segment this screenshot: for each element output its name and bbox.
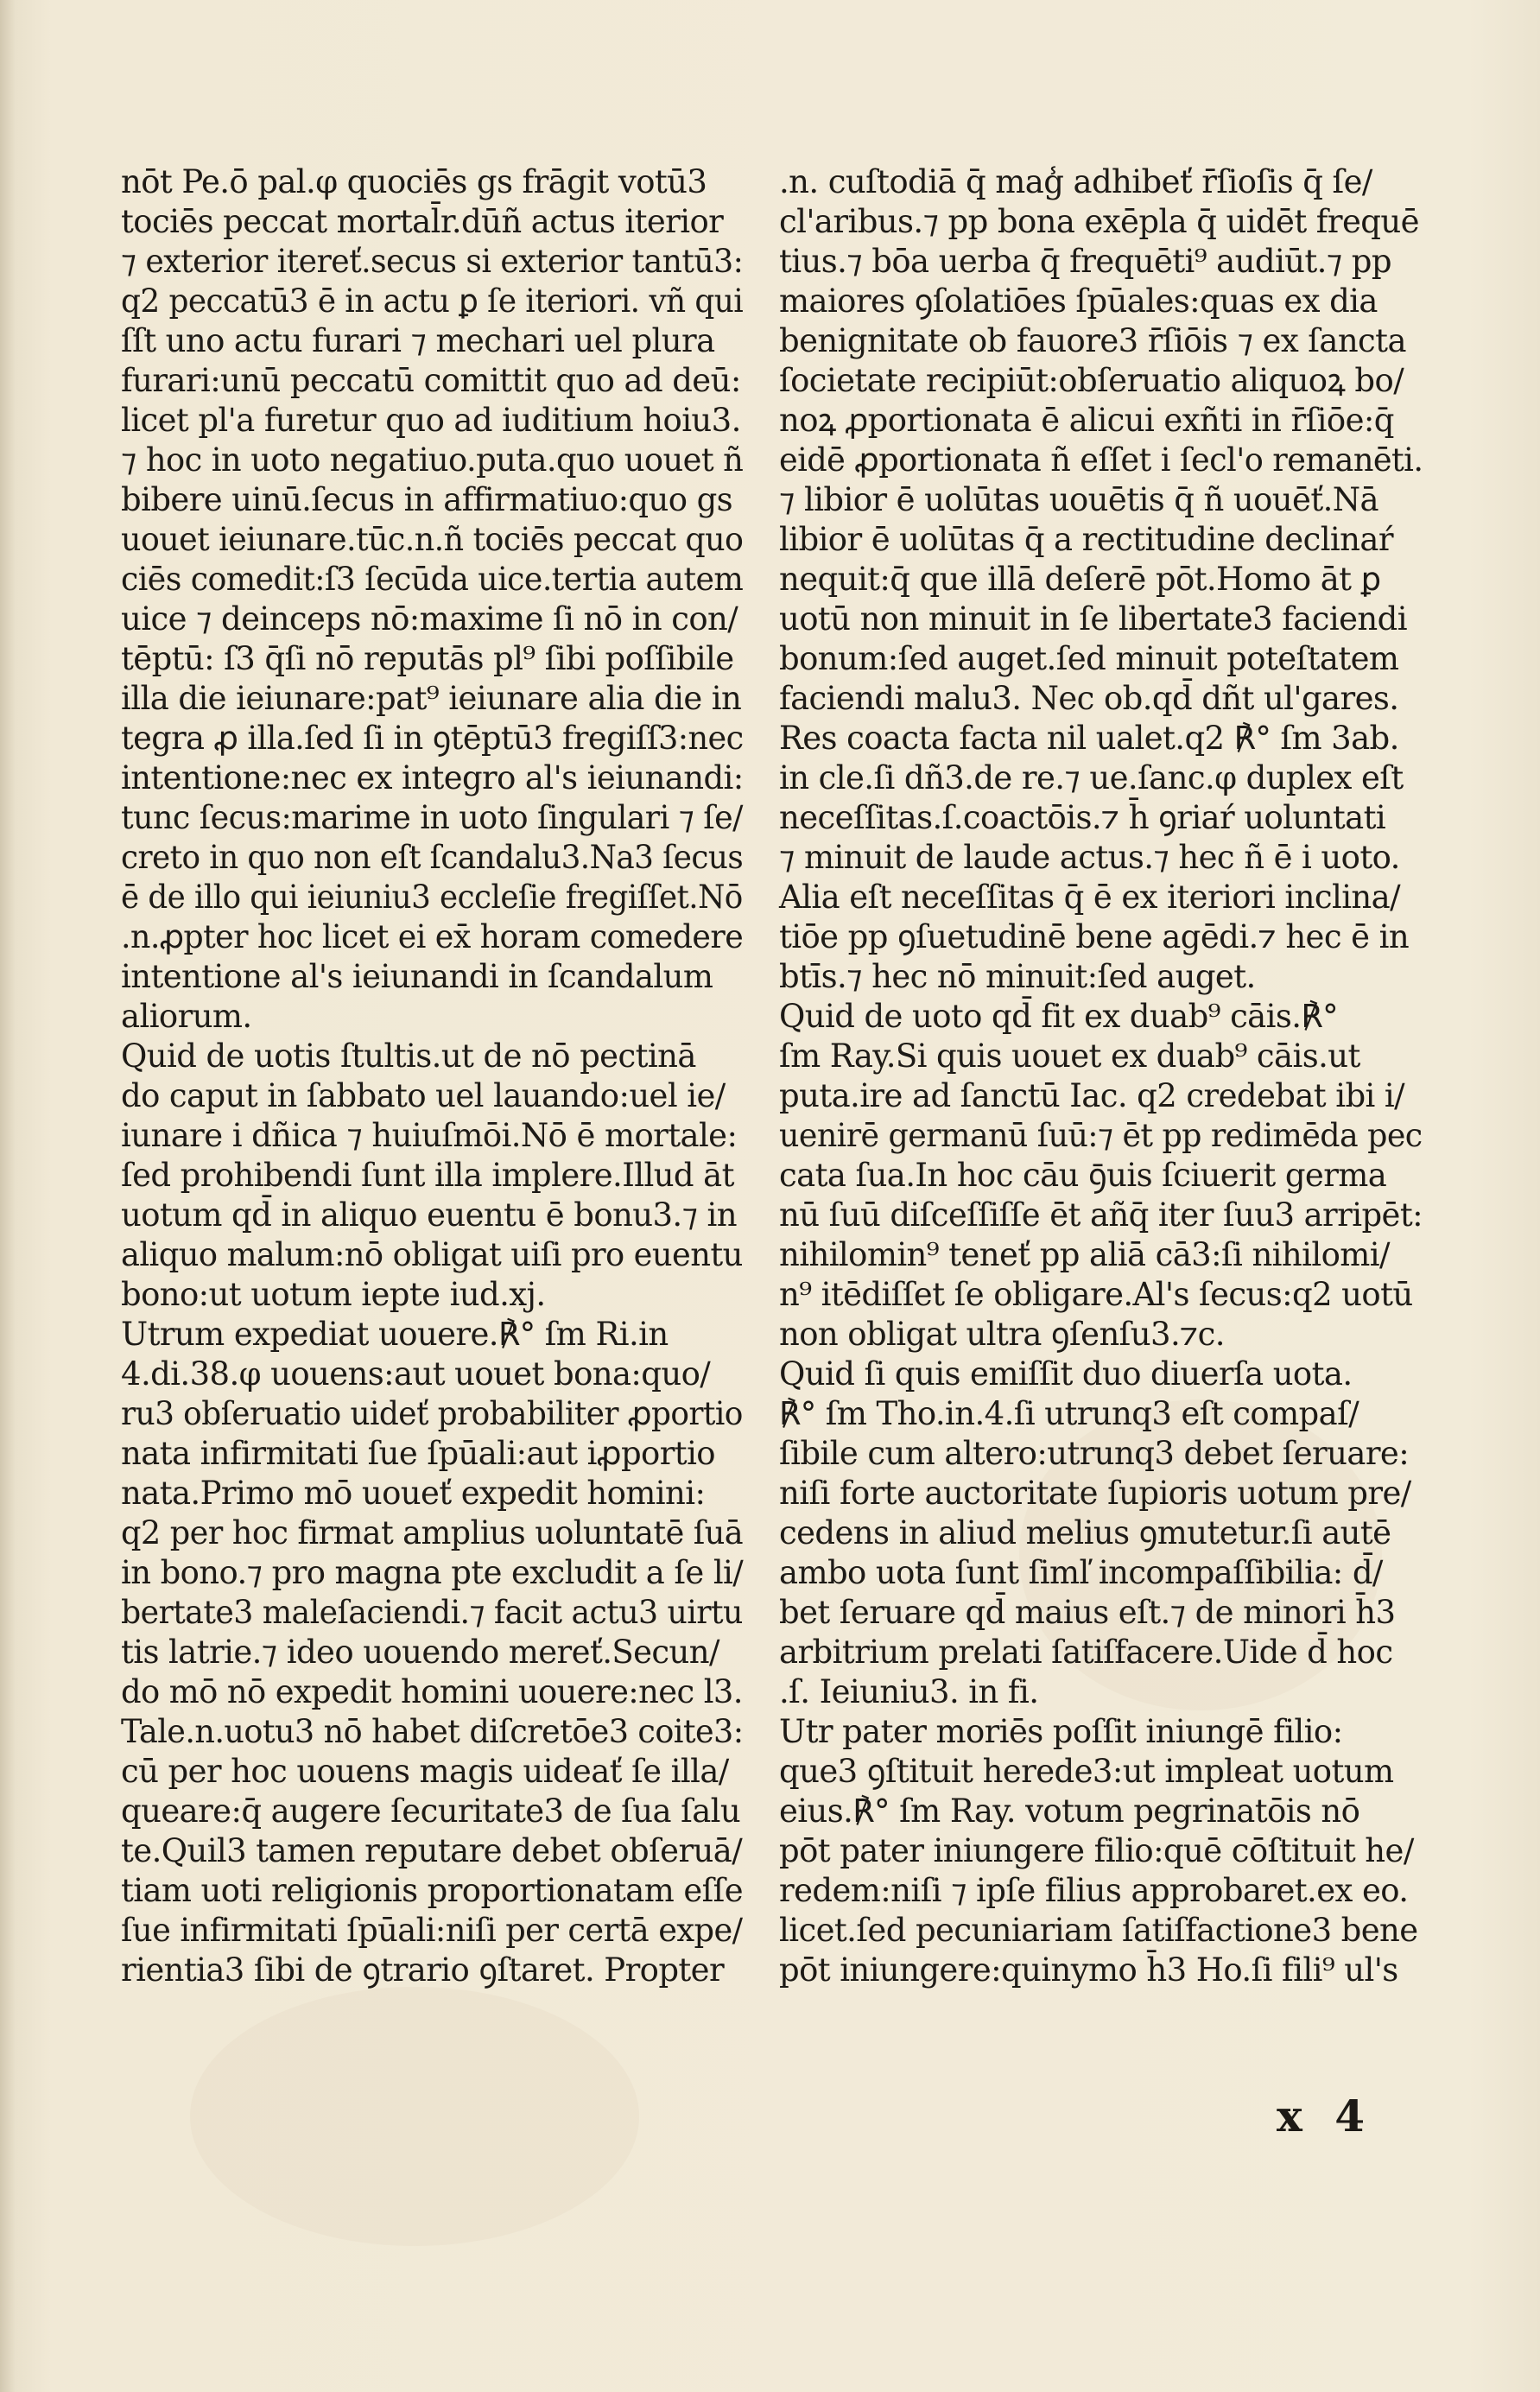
text-line: aliquo malum:nō obligat uiſi pro euentu	[121, 1236, 743, 1273]
text-line: ciēs comedit:ſ3 ſecūda uice.tertia autem	[121, 561, 744, 598]
text-line: btīs.⁊ hec nō minuit:ſed auget.	[779, 958, 1256, 995]
text-line: ⁊ exterior itereť.secus si exterior tantū3:	[121, 243, 744, 280]
text-line: in bono.⁊ pro magna pte excludit a ſe li/	[121, 1554, 744, 1591]
text-line: creto in quo non eſt ſcandalu3.Na3 ſecus	[121, 839, 744, 876]
text-line: bono:ut uotum iepte iud.xj.	[121, 1276, 546, 1313]
text-line: Tale.n.uotu3 nō habet diſcretōe3 coite3:	[121, 1713, 744, 1750]
text-line: Quid de uoto qd̄ fit ex duab⁹ cāis.℟°	[779, 998, 1339, 1035]
text-line: bet ſeruare qd̄ maius eſt.⁊ de minori h̄3	[779, 1594, 1396, 1631]
text-line: eius.℟° ſm Ray. votum pegrinatōis nō	[779, 1792, 1360, 1830]
text-line: pōt pater iniungere filio:quē cōſtituit he/	[779, 1832, 1414, 1869]
text-line: redem:niſi ⁊ ipſe filius approbaret.ex eo.	[779, 1872, 1409, 1909]
text-line: cedens in aliud melius ꝯmutetur.ſi autē	[779, 1514, 1391, 1551]
text-line: intentione:nec ex integro al's ieiunandi:	[121, 759, 744, 796]
text-line: bertate3 maleſaciendi.⁊ facit actu3 uirtu	[121, 1594, 743, 1631]
text-line: n⁹ itēdiſſet ſe obligare.Al's ſecus:q2 uotū	[779, 1276, 1413, 1313]
text-line: aliorum.	[121, 998, 252, 1035]
text-line: arbitrium prelati ſatiſfacere.Uide d̄ hoc	[779, 1634, 1393, 1671]
text-line: cata ſua.In hoc cāu ꝯ̄uis ſciuerit germa	[779, 1157, 1387, 1194]
text-line: ſed prohibendi ſunt illa implere.Illud āt	[121, 1157, 734, 1194]
text-line: ⁊ minuit de laude actus.⁊ hec ñ ē i uoto.	[779, 839, 1400, 876]
text-line: tis latrie.⁊ ideo uouendo mereť.Secun/	[121, 1634, 719, 1671]
text-line: do mō nō expedit homini uouere:nec l3.	[121, 1673, 743, 1710]
text-line: intentione al's ieiunandi in ſcandalum	[121, 958, 713, 995]
text-line: nata infirmitati ſue ſpūali:aut iꝓportio	[121, 1435, 715, 1472]
text-line: in cle.ſi dñ3.de re.⁊ ue.ſanc.φ duplex eſt	[779, 759, 1404, 796]
text-line: Alia eſt neceſſitas q̄ ē ex iteriori inclina/	[779, 879, 1400, 916]
text-line: faciendi malu3. Nec ob.qd̄ dñt ul'gares.	[779, 680, 1399, 717]
text-line: ſue infirmitati ſpūali:niſi per certā expe/	[121, 1912, 743, 1949]
text-line: eidē ꝓportionata ñ eſſet i ſecl'o remanēti.	[779, 441, 1423, 479]
text-line: niſi forte auctoritate ſupioris uotum pre/	[779, 1475, 1411, 1512]
text-line: rientia3 ſibi de ꝯtrario ꝯſtaret. Propter	[121, 1951, 725, 1989]
text-line: non obligat ultra ꝯſenſu3.⁊c.	[779, 1316, 1225, 1353]
text-line: licet.ſed pecuniariam ſatiſfactione3 bene	[779, 1912, 1418, 1949]
text-line: ⁊ libior ē uolūtas uouētis q̄ ñ uouēť.Nā	[779, 481, 1378, 518]
text-line: ſibile cum altero:utrunq3 debet ſeruare:	[779, 1435, 1410, 1472]
text-line: tunc ſecus:marime in uoto ſingulari ⁊ ſe/	[121, 799, 743, 836]
text-line: nōt Pe.ō pal.φ quociēs gs frāgit votū3	[121, 163, 707, 200]
text-line: tēptū: ſ3 q̄ſi nō reputās pl⁹ ſibi poſſibile	[121, 640, 734, 677]
text-line: licet pl'a furetur quo ad iuditium hoiu3.	[121, 402, 741, 439]
text-line: neceſſitas.ſ.coactōis.⁊ h̄ ꝯriaŕ uoluntati	[779, 799, 1386, 836]
text-line: benignitate ob fauore3 r̄ſiōis ⁊ ex ſancta	[779, 322, 1406, 359]
text-line: uenirē germanū ſuū:⁊ ēt pp redimēda pec	[779, 1117, 1423, 1154]
text-line: ambo uota ſunt ſimľ incompaſſibilia: d̄/	[779, 1554, 1383, 1591]
text-line: queare:q̄ augere ſecuritate3 de ſua ſalu	[121, 1792, 741, 1830]
text-line: Utrum expediat uouere.℟° ſm Ri.in	[121, 1316, 669, 1353]
text-line: nihilomin⁹ teneť pp aliā cā3:ſi nihilomi/	[779, 1236, 1390, 1273]
text-line: uotū non minuit in ſe libertate3 faciendi	[779, 600, 1407, 638]
folio-signature: x 4	[1277, 2091, 1374, 2141]
text-line: noꝝ ꝓportionata ē alicui exñti in r̄ſiōe:q̄	[779, 402, 1394, 439]
text-line: ſocietate recipiūt:obſeruatio aliquoꝝ bo/	[779, 362, 1404, 399]
text-line: ē de illo qui ieiuniu3 eccleſie fregiſſet.Nō	[121, 879, 743, 916]
left-text-column	[121, 162, 743, 1990]
text-line: ſm Ray.Si quis uouet ex duab⁹ cāis.ut	[779, 1037, 1360, 1075]
text-line: cū per hoc uouens magis uideať ſe illa/	[121, 1753, 729, 1790]
text-line: Utr pater moriēs poſſit iniungē filio:	[779, 1713, 1343, 1750]
text-line: uouet ieiunare.tūc.n.ñ tociēs peccat quo	[121, 521, 744, 558]
text-line: bibere uinū.ſecus in affirmatiuo:quo gs	[121, 481, 733, 518]
text-line: ſſt uno actu furari ⁊ mechari uel plura	[121, 322, 715, 359]
text-line: que3 ꝯſtituit herede3:ut impleat uotum	[779, 1753, 1394, 1790]
text-line: ℟° ſm Tho.in.4.ſi utrunq3 eſt compaſ/	[779, 1395, 1359, 1432]
text-line: libior ē uolūtas q̄ a rectitudine declinaŕ	[779, 521, 1393, 558]
text-line: .n. cuſtodiā q̄ mag̾ adhibeť r̄ſioſis q̄ ſe/	[779, 163, 1372, 200]
text-line: pōt iniungere:quinymo h̄3 Ho.ſi fili⁹ ul's	[779, 1951, 1398, 1989]
text-line: puta.ire ad ſanctū Iac. q2 credebat ibi i/	[779, 1077, 1405, 1114]
text-line: tiam uoti religionis proportionatam eſſe	[121, 1872, 744, 1909]
text-line: tius.⁊ bōa uerba q̄ frequēti⁹ audiūt.⁊ pp	[779, 243, 1391, 280]
text-line: q2 per hoc firmat amplius uoluntatē ſuā	[121, 1514, 744, 1551]
text-line: tiōe pp ꝯſuetudinē bene agēdi.⁊ hec ē in	[779, 918, 1410, 955]
text-line: ⁊ hoc in uoto negatiuo.puta.quo uouet ñ	[121, 441, 744, 479]
text-line: furari:unū peccatū comittit quo ad deū:	[121, 362, 741, 399]
text-line: do caput in ſabbato uel lauando:uel ie/	[121, 1077, 726, 1114]
text-line: 4.di.38.φ uouens:aut uouet bona:quo/	[121, 1355, 711, 1393]
text-line: illa die ieiunare:pat⁹ ieiunare alia die in	[121, 680, 742, 717]
text-line: Quid ſi quis emiſſit duo diuerſa uota.	[779, 1355, 1353, 1393]
text-line: .n.ꝓpter hoc licet ei ex̄ horam comedere	[121, 918, 744, 955]
text-line: nequit:q̄ que illā deſerē pōt.Homo āt ꝑ	[779, 561, 1381, 598]
text-line: q2 peccatū3 ē in actu ꝑ ſe iteriori. vñ qui	[121, 282, 744, 320]
text-line: uice ⁊ deinceps nō:maxime ſi nō in con/	[121, 600, 738, 638]
text-line: tociēs peccat mortal̄r.dūñ actus iterior	[121, 203, 724, 240]
text-line: Quid de uotis ſtultis.ut de nō pectinā	[121, 1037, 696, 1075]
text-line: .ſ. Ieiuniu3. in fi.	[779, 1673, 1039, 1710]
text-line: maiores ꝯſolatiōes ſpūales:quas ex dia	[779, 282, 1378, 320]
paper-stain	[190, 1987, 639, 2246]
text-line: iunare i dñica ⁊ huiuſmōi.Nō ē mortale:	[121, 1117, 738, 1154]
text-line: te.Quil3 tamen reputare debet obſeruā/	[121, 1832, 743, 1869]
text-line: ru3 obſeruatio uideť probabiliter ꝓportio	[121, 1395, 743, 1432]
text-line: Res coacta facta nil ualet.q2 ℟° ſm 3ab.	[779, 720, 1399, 757]
right-text-column	[779, 162, 1423, 1990]
text-line: bonum:ſed auget.ſed minuit poteſtatem	[779, 640, 1399, 677]
text-line: cl'aribus.⁊ pp bona exēpla q̄ uidēt frequē	[779, 203, 1419, 240]
text-line: nata.Primo mō uoueť expedit homini:	[121, 1475, 706, 1512]
text-line: uotum qd̄ in aliquo euentu ē bonu3.⁊ in	[121, 1196, 737, 1234]
text-line: tegra ꝓ illa.ſed ſi in ꝯtēptū3 fregiſſ3:nec	[121, 720, 744, 757]
text-line: nū ſuū diſceſſiſſe ēt añq̄ iter ſuu3 arripēt:	[779, 1196, 1423, 1234]
